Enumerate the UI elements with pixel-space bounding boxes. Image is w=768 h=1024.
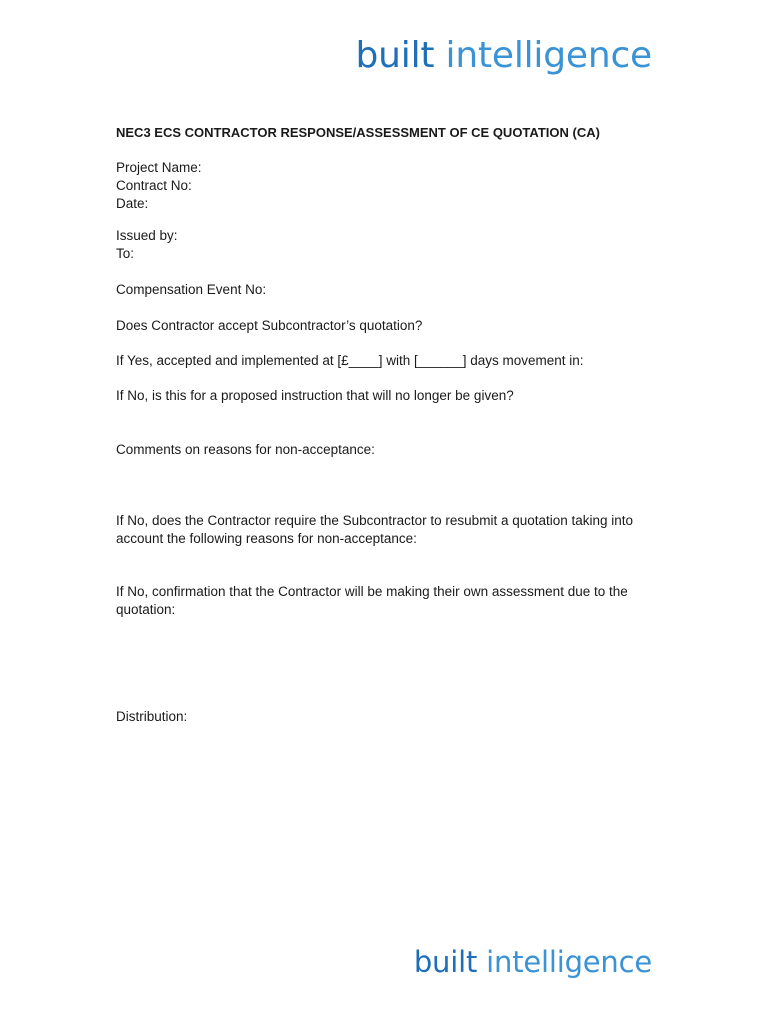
if-no-own-assessment-question: If No, confirmation that the Contractor will be making their own assessment due to the quotation: <box>116 584 628 617</box>
compensation-event-no-label: Compensation Event No: <box>116 282 267 297</box>
company-logo-header <box>355 35 653 76</box>
if-yes-question: If Yes, accepted and implemented at [£____] with [______] days movement in: <box>116 353 584 368</box>
date-label: Date: <box>116 196 149 211</box>
distribution-label: Distribution: <box>116 709 188 724</box>
logo-word-intelligence: intelligence <box>486 945 652 979</box>
to-label: To: <box>116 246 135 261</box>
logo-word-intelligence: intelligence <box>445 35 652 76</box>
if-no-instruction-question: If No, is this for a proposed instruction that will no longer be given? <box>116 388 514 403</box>
logo-word-built: built <box>413 945 478 979</box>
comments-non-acceptance-label: Comments on reasons for non-acceptance: <box>116 442 375 457</box>
project-name-label: Project Name: <box>116 160 202 175</box>
document-title: NEC3 ECS CONTRACTOR RESPONSE/ASSESSMENT OF CE QUOTATION (CA) <box>116 125 600 140</box>
company-logo-footer <box>413 945 652 979</box>
logo-word-built: built <box>355 35 435 76</box>
if-no-resubmit-question: If No, does the Contractor require the Subcontractor to resubmit a quotation taking into account the following reasons for non-acceptance: <box>116 513 634 546</box>
contract-no-label: Contract No: <box>116 178 192 193</box>
issued-by-label: Issued by: <box>116 228 178 243</box>
accept-quotation-question: Does Contractor accept Subcontractor’s quotation? <box>116 318 423 333</box>
